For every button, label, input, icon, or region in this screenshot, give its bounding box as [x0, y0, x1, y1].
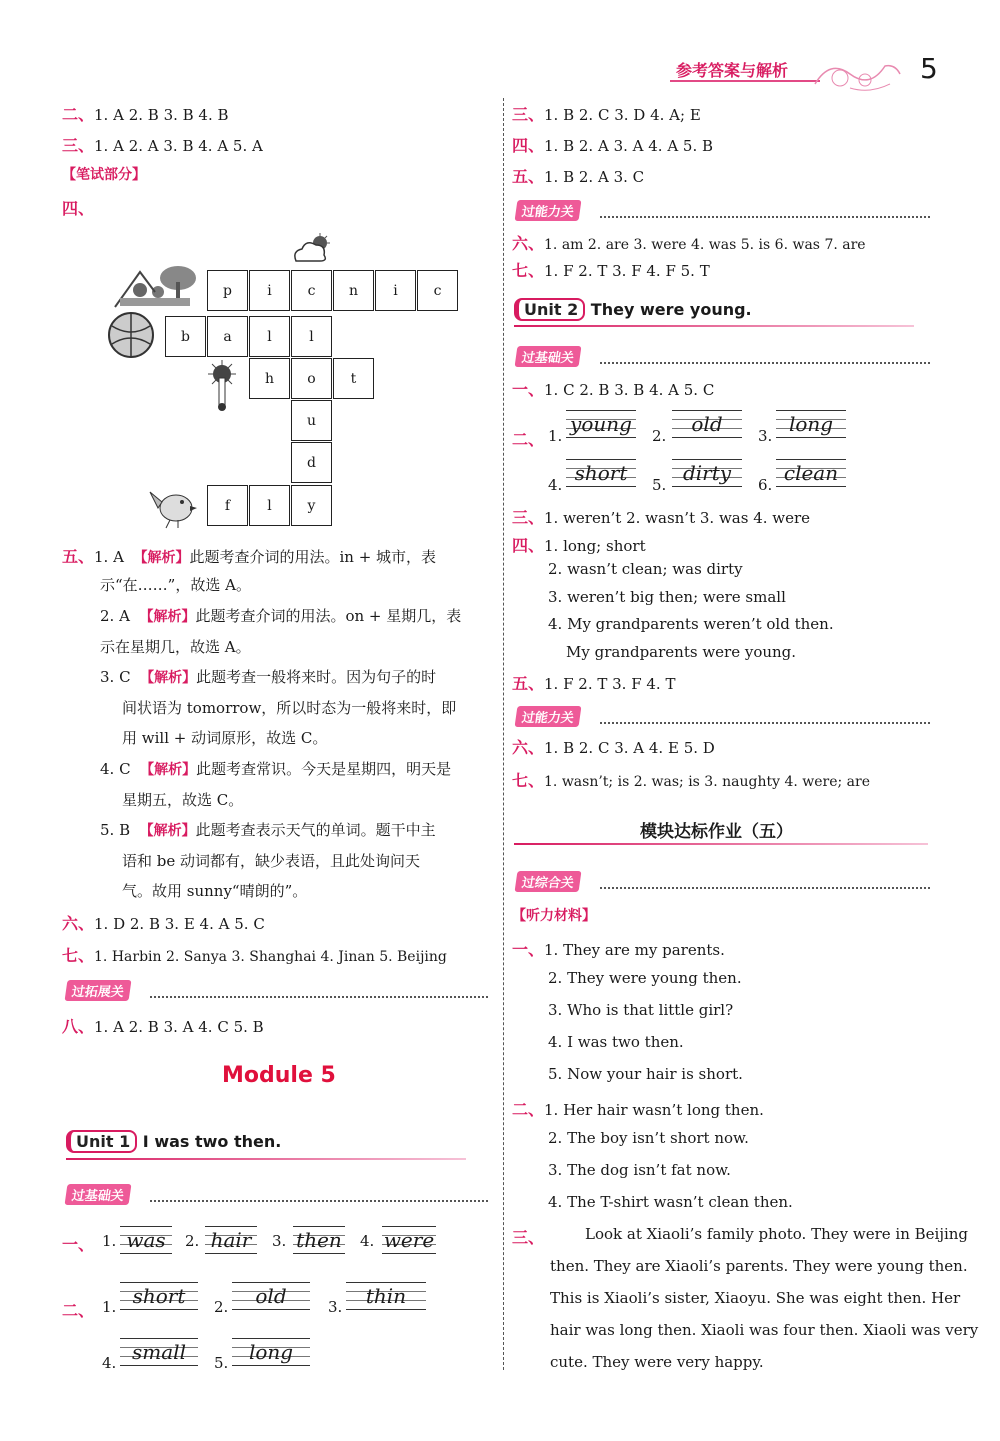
- item-index: 2.: [652, 427, 667, 445]
- transcript-text: 3. The dog isn’t fat now.: [548, 1161, 731, 1179]
- explanation-text: 此题考查介词的用法。on + 星期几，表: [195, 607, 462, 625]
- column-divider: [503, 98, 504, 1370]
- item-index: 4.: [548, 476, 563, 494]
- item-index: 2.: [214, 1298, 229, 1316]
- unit-heading: [66, 1130, 281, 1153]
- crossword-cell: t: [333, 358, 374, 399]
- section-title: 模块达标作业（五）: [640, 822, 793, 842]
- badge-label: 过能力关: [515, 706, 582, 727]
- item-number: 七、: [512, 261, 545, 280]
- crossword-cell: l: [249, 316, 290, 357]
- answer-line: [512, 164, 644, 187]
- item-number: 六、: [62, 914, 95, 933]
- answer-line: [62, 943, 447, 966]
- item-number: 一、: [62, 1235, 95, 1254]
- extension-badge: [66, 980, 130, 1001]
- transcript-text: 2. The boy isn’t short now.: [548, 1129, 749, 1147]
- explanation-line: [100, 758, 451, 779]
- crossword-cell: n: [333, 270, 374, 311]
- crossword-cell: y: [291, 485, 332, 526]
- answer-line: [512, 533, 646, 556]
- answer-line: [512, 505, 810, 528]
- transcript-text: 1. They are my parents.: [544, 941, 725, 959]
- item-index: 1.: [102, 1232, 117, 1250]
- decorative-swirl-icon: [810, 54, 905, 94]
- answer-line: [62, 1014, 264, 1037]
- ability-badge: [516, 706, 580, 727]
- header-underline: [670, 80, 820, 82]
- cloud-sun-picture-icon: [290, 233, 334, 265]
- handwritten-answer: was: [126, 1228, 166, 1252]
- explanation-text: 此题考查介词的用法。in + 城市，表: [189, 548, 437, 566]
- dotted-rule: [600, 887, 930, 889]
- explanation-tag: 【解析】: [139, 609, 196, 625]
- item-number: 一、: [512, 380, 545, 399]
- crossword-cell: u: [291, 400, 332, 441]
- item-number: 六、: [512, 234, 545, 253]
- item-index: 6.: [758, 476, 773, 494]
- transcript-text: 5. Now your hair is short.: [548, 1065, 743, 1083]
- answer-line: [512, 102, 701, 125]
- unit-underline: [514, 325, 914, 327]
- item-index: 2.: [185, 1232, 200, 1250]
- crossword-cell: c: [417, 270, 458, 311]
- section-underline: [514, 843, 928, 845]
- crossword-cell: h: [249, 358, 290, 399]
- badge-label: 过基础关: [65, 1184, 132, 1205]
- answer-line: [512, 671, 675, 694]
- crossword-cell: l: [291, 316, 332, 357]
- item-index: 4.: [360, 1232, 375, 1250]
- item-index: 5.: [214, 1354, 229, 1372]
- transcript-text: 3. Who is that little girl?: [548, 1001, 734, 1019]
- thermometer-picture-icon: [204, 360, 240, 412]
- explanation-text: 此题考查常识。今天是星期四，明天是: [196, 760, 452, 778]
- badge-label: 过综合关: [515, 871, 582, 892]
- answer-line: [512, 258, 710, 281]
- item-number: 三、: [512, 508, 545, 527]
- answer-line: [512, 377, 714, 400]
- item-index: 3.: [758, 427, 773, 445]
- item-index: 4.: [102, 1354, 117, 1372]
- transcript-paragraph-line: hair was long then. Xiaoli was four then. Xiaoli was very: [550, 1321, 979, 1339]
- item-number: 二、: [512, 430, 545, 449]
- crossword-cell: i: [375, 270, 416, 311]
- handwritten-answer: old: [691, 412, 723, 436]
- explanation-line: [100, 666, 436, 687]
- transcript-paragraph-line: cute. They were very happy.: [550, 1353, 764, 1371]
- crossword-cell: a: [207, 316, 248, 357]
- transcript-text: 4. The T-shirt wasn’t clean then.: [548, 1193, 793, 1211]
- transcript-text: 1. Her hair wasn’t long then.: [544, 1101, 764, 1119]
- explanation-text: 示“在……”，故选 A。: [100, 576, 251, 594]
- bird-picture-icon: [148, 484, 198, 530]
- answer-text: 1. B 2. A 3. A 4. A 5. B: [544, 137, 714, 155]
- explanation-line: [62, 544, 436, 567]
- item-index: 5.: [652, 476, 667, 494]
- answer-text: 1. A 2. B 3. B 4. B: [94, 106, 229, 124]
- answer-text: 1. B 2. C 3. D 4. A; E: [544, 106, 701, 124]
- item-number: 五、: [512, 674, 545, 693]
- item-number: 三、: [62, 136, 95, 155]
- badge-label: 过基础关: [515, 346, 582, 367]
- handwritten-answer: young: [570, 412, 632, 436]
- item-number: 三、: [512, 105, 545, 124]
- answer-text: 3. C: [100, 668, 131, 686]
- crossword-cell: b: [165, 316, 206, 357]
- handwritten-answer: thin: [365, 1284, 407, 1308]
- answer-text: 1. long; short: [544, 537, 646, 555]
- unit-title: They were young.: [590, 300, 752, 319]
- basic-badge: [66, 1184, 130, 1205]
- crossword-cell: o: [291, 358, 332, 399]
- explanation-line: [100, 605, 461, 626]
- answer-text: 1. A 2. B 3. A 4. C 5. B: [94, 1018, 264, 1036]
- answer-text: 1. A: [94, 548, 124, 566]
- ability-badge: [516, 200, 580, 221]
- item-number: 八、: [62, 1017, 95, 1036]
- handwritten-answer: then: [296, 1228, 342, 1252]
- item-number: 七、: [62, 946, 95, 965]
- dotted-rule: [150, 996, 488, 998]
- answer-line: [512, 735, 715, 758]
- crossword-cell: l: [249, 485, 290, 526]
- explanation-text: 星期五，故选 C。: [122, 791, 244, 809]
- handwritten-answer: were: [383, 1228, 435, 1252]
- transcript-line: [512, 1097, 764, 1120]
- answer-text: 3. weren’t big then; were small: [548, 588, 786, 606]
- unit-underline: [66, 1158, 466, 1160]
- item-number: 三、: [512, 1228, 545, 1247]
- answer-text: 1. am 2. are 3. were 4. was 5. is 6. was 7. are: [544, 237, 866, 253]
- picnic-picture-icon: [110, 262, 202, 310]
- item-number: 四、: [512, 536, 545, 555]
- ball-picture-icon: [106, 310, 156, 360]
- answer-text: 1. Harbin 2. Sanya 3. Shanghai 4. Jinan 5. Beijing: [94, 949, 447, 965]
- answer-text: 1. D 2. B 3. E 4. A 5. C: [94, 915, 265, 933]
- answer-line: [512, 133, 713, 156]
- answer-text: 4. My grandparents weren’t old then.: [548, 615, 834, 633]
- basic-badge: [516, 346, 580, 367]
- answer-line: [62, 102, 229, 125]
- answer-line: [62, 911, 265, 934]
- explanation-tag: 【解析】: [133, 550, 190, 566]
- answer-line: [512, 231, 866, 254]
- transcript-line: [512, 937, 725, 960]
- page-number: 5: [920, 52, 938, 85]
- answer-text: 1. F 2. T 3. F 4. T: [544, 675, 676, 693]
- unit-title: I was two then.: [142, 1132, 282, 1151]
- transcript-paragraph-line: then. They are Xiaoli’s parents. They were young then.: [550, 1257, 968, 1275]
- handwritten-answer: old: [255, 1284, 287, 1308]
- transcript-text: 4. I was two then.: [548, 1033, 684, 1051]
- header-title: 参考答案与解析: [676, 61, 789, 80]
- answer-line: [62, 133, 263, 156]
- dotted-rule: [150, 1200, 488, 1202]
- item-number: 四、: [62, 199, 95, 218]
- answer-text: 1. wasn’t; is 2. was; is 3. naughty 4. were; are: [544, 774, 871, 790]
- handwritten-answer: short: [574, 461, 628, 485]
- item-index: 1.: [102, 1298, 117, 1316]
- answer-text: 1. A 2. A 3. B 4. A 5. A: [94, 137, 263, 155]
- explanation-tag: 【解析】: [140, 670, 197, 686]
- item-number: 五、: [62, 547, 95, 566]
- transcript-paragraph-line: Look at Xiaoli’s family photo. They were in Beijing: [585, 1225, 969, 1243]
- item-number: 七、: [512, 771, 545, 790]
- unit-heading: [514, 298, 752, 321]
- item-number: 二、: [512, 1100, 545, 1119]
- crossword-cell: f: [207, 485, 248, 526]
- listening-material-tag: 【听力材料】: [512, 908, 596, 924]
- crossword-cell: i: [249, 270, 290, 311]
- unit-label: Unit 1: [66, 1130, 137, 1153]
- answer-text: 1. B 2. A 3. C: [544, 168, 645, 186]
- item-number: 二、: [62, 1301, 95, 1320]
- crossword-cell: p: [207, 270, 248, 311]
- item-number: 六、: [512, 738, 545, 757]
- answer-text: 1. C 2. B 3. B 4. A 5. C: [544, 381, 715, 399]
- handwritten-answer: dirty: [682, 461, 732, 485]
- handwritten-answer: long: [248, 1340, 294, 1364]
- answer-text: 1. B 2. C 3. A 4. E 5. D: [544, 739, 715, 757]
- answer-text: 2. A: [100, 607, 130, 625]
- answer-text: 2. wasn’t clean; was dirty: [548, 560, 743, 578]
- crossword-cell: d: [291, 442, 332, 483]
- explanation-text: 语和 be 动词都有，缺少表语，且此处询问天: [122, 852, 421, 870]
- item-number: 五、: [512, 167, 545, 186]
- answer-text: 1. F 2. T 3. F 4. F 5. T: [544, 262, 710, 280]
- crossword-cell: c: [291, 270, 332, 311]
- transcript-paragraph-line: This is Xiaoli’s sister, Xiaoyu. She was eight then. Her: [550, 1289, 961, 1307]
- explanation-text: 气。故用 sunny“晴朗的”。: [122, 882, 308, 900]
- answer-text: My grandparents were young.: [566, 643, 797, 661]
- explanation-tag: 【解析】: [139, 823, 196, 839]
- handwritten-answer: clean: [783, 461, 839, 485]
- comprehensive-badge: [516, 871, 580, 892]
- explanation-text: 用 will + 动词原形，故选 C。: [122, 729, 328, 747]
- answer-text: 1. weren’t 2. wasn’t 3. was 4. were: [544, 509, 811, 527]
- handwritten-answer: long: [788, 412, 834, 436]
- badge-label: 过能力关: [515, 200, 582, 221]
- item-number: 四、: [512, 136, 545, 155]
- dotted-rule: [600, 722, 930, 724]
- written-section-tag: 【笔试部分】: [62, 167, 146, 183]
- answer-text: 4. C: [100, 760, 131, 778]
- explanation-text: 此题考查一般将来时。因为句子的时: [196, 668, 437, 686]
- dotted-rule: [600, 362, 930, 364]
- item-number: 一、: [512, 940, 545, 959]
- explanation-text: 此题考查表示天气的单词。题干中主: [195, 821, 436, 839]
- handwritten-answer: hair: [210, 1228, 252, 1252]
- explanation-line: [100, 819, 436, 840]
- item-index: 3.: [328, 1298, 343, 1316]
- item-index: 3.: [272, 1232, 287, 1250]
- item-number: 二、: [62, 105, 95, 124]
- badge-label: 过拓展关: [65, 980, 132, 1001]
- handwritten-answer: short: [132, 1284, 186, 1308]
- explanation-text: 间状语为 tomorrow，所以时态为一般将来时，即: [122, 699, 457, 717]
- answer-text: 5. B: [100, 821, 131, 839]
- transcript-text: 2. They were young then.: [548, 969, 742, 987]
- explanation-tag: 【解析】: [140, 762, 197, 778]
- module-title: Module 5: [222, 1063, 336, 1088]
- item-index: 1.: [548, 427, 563, 445]
- unit-label: Unit 2: [514, 298, 585, 321]
- dotted-rule: [600, 216, 930, 218]
- handwritten-answer: small: [132, 1340, 186, 1364]
- explanation-text: 示在星期几，故选 A。: [100, 638, 251, 656]
- answer-line: [512, 768, 870, 791]
